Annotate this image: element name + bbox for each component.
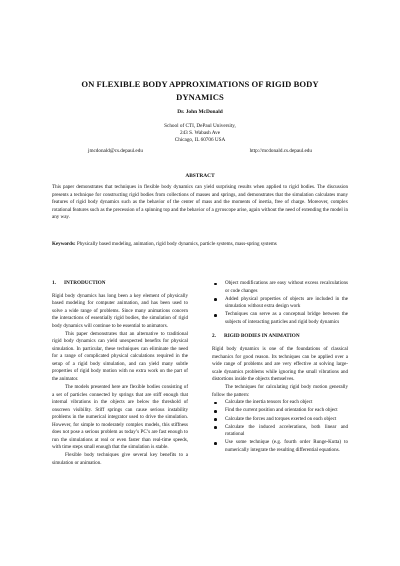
abstract-text: This paper demonstrates that techniques in flexible body dynamics can yield surprising results when applied to rigid bodies. The discussion presents a technique for constructing rigid bodies from collections of masses and springs, and demonstrates that the simulation calculates many features of rigid body dynamics such as the behavior of the center of mass and the moments of inertia, free of charge. Moreover, complex rotational features such as the precession of a spinning top and the behavior of a gyroscope arise, again without the need of extending the model in any way.	[52, 184, 348, 221]
list-item-text: Find the current position and orientation for each object	[225, 407, 338, 414]
left-column	[52, 280, 188, 468]
affiliation-line: 243 S. Wabash Ave	[179, 130, 221, 137]
list-item-text: Object modifications are easy without excess recalculations or code changes	[225, 280, 348, 294]
list-item	[212, 439, 348, 454]
list-item-text: Calculate the forces and torques exerted on each object	[225, 415, 337, 422]
list-item-text: Use some technique (e.g. fourth order Runge-Kutta) to numerically integrate the resulting differential equations.	[225, 439, 348, 453]
author-email: jmcdonald@cs.depaul.edu	[88, 148, 143, 154]
list-item	[212, 416, 348, 424]
bullet-icon	[214, 442, 217, 445]
section-number: 2.	[212, 333, 216, 340]
list-item-text: Calculate the inertia tensors for each object	[225, 399, 313, 406]
author-name: Dr. John McDonald	[177, 109, 223, 115]
section-number: 1.	[52, 280, 56, 286]
keywords-label: Keywords:	[52, 241, 76, 247]
bullet-icon	[214, 410, 217, 413]
section-heading-rigid-bodies	[212, 333, 348, 341]
steps-list	[212, 399, 348, 454]
author-contact	[88, 148, 312, 156]
keywords-text: Physically based modeling, animation, rigid body dynamics, particle systems, mass-spring systems	[76, 241, 277, 247]
section-title: INTRODUCTION	[64, 280, 106, 286]
list-item	[212, 424, 348, 439]
bullet-icon	[214, 426, 217, 429]
rigid-paragraph: The techniques for calculating rigid body motion generally follow the pattern:	[212, 384, 348, 398]
bullet-icon	[214, 298, 217, 301]
bullet-icon	[214, 314, 217, 317]
abstract-heading: ABSTRACT	[185, 173, 215, 179]
intro-paragraph: This paper demonstrates that an alternative to traditional rigid body dynamics can yield unexpected benefits for physical simulation. In particular, these techniques can eliminate the need for a range of complicated physical calculations required in the setup of a rigid body simulation, and can yield many subtle properties of rigid body motion with no extra work on the part of the animator.	[52, 330, 188, 383]
bullet-icon	[214, 418, 217, 421]
list-item	[212, 280, 348, 295]
list-item	[212, 311, 348, 326]
list-item	[212, 296, 348, 311]
list-item	[212, 399, 348, 407]
bullet-icon	[214, 283, 217, 286]
author-url: http://mcdonald.cs.depaul.edu	[249, 148, 312, 154]
intro-paragraph: The models presented here are flexible bodies consisting of a set of particles connected by springs that are stiff enough that internal vibrations in the objects are below the threshold of onscreen visibility. Stiff springs can cause serious instability problems in the numerical integrator used to drive the simulation. However, for simple to moderately complex models, this stiffness does not pose a serious problem as today’s PC’s are fast enough to run the simulations at real or even faster than real-time speeds, with time steps small enough that the simulation is stable.	[52, 384, 188, 451]
paper-title: ON FLEXIBLE BODY APPROXIMATIONS OF RIGID BODY DYNAMICS	[81, 79, 319, 102]
section-rigid-bodies	[212, 333, 348, 454]
list-item-text: Calculate the induced accelerations, both linear and rotational	[225, 423, 348, 438]
section-title: RIGID BODIES IN ANIMATION	[224, 333, 300, 340]
author-affiliation	[80, 123, 320, 145]
affiliation-line: School of CTI, DePaul University,	[164, 123, 236, 129]
keywords	[52, 241, 348, 249]
affiliation-line: Chicago, IL 60706 USA	[174, 137, 226, 144]
list-item-text: Techniques can serve as a conceptual bridge between the subjects of interacting particles and rigid body dynamics	[225, 311, 348, 325]
list-item-text: Added physical properties of objects are included in the simulation without extra design work	[225, 295, 348, 310]
rigid-paragraph: Rigid body dynamics is one of the foundations of classical mechanics for good reason. Its techniques can be applied over a wide range of problems and are very effective at solving large-scale dynamics problems while ignoring the small vibrations and distortions inside the objects themselves.	[212, 345, 348, 383]
bullet-icon	[214, 402, 217, 405]
list-item	[212, 407, 348, 415]
intro-paragraph: Rigid body dynamics has long been a key element of physically based modeling for computer animation, and has been used to solve a wide range of problems. Since many animations concern the interactions of essentially rigid bodies, the simulation of rigid body dynamics will continue to be essential to animators.	[52, 292, 188, 329]
section-heading-introduction	[52, 280, 188, 288]
right-column	[212, 280, 348, 455]
benefits-list	[212, 280, 348, 326]
intro-paragraph: Flexible body techniques give several key benefits to a simulation or animation.	[52, 452, 188, 467]
